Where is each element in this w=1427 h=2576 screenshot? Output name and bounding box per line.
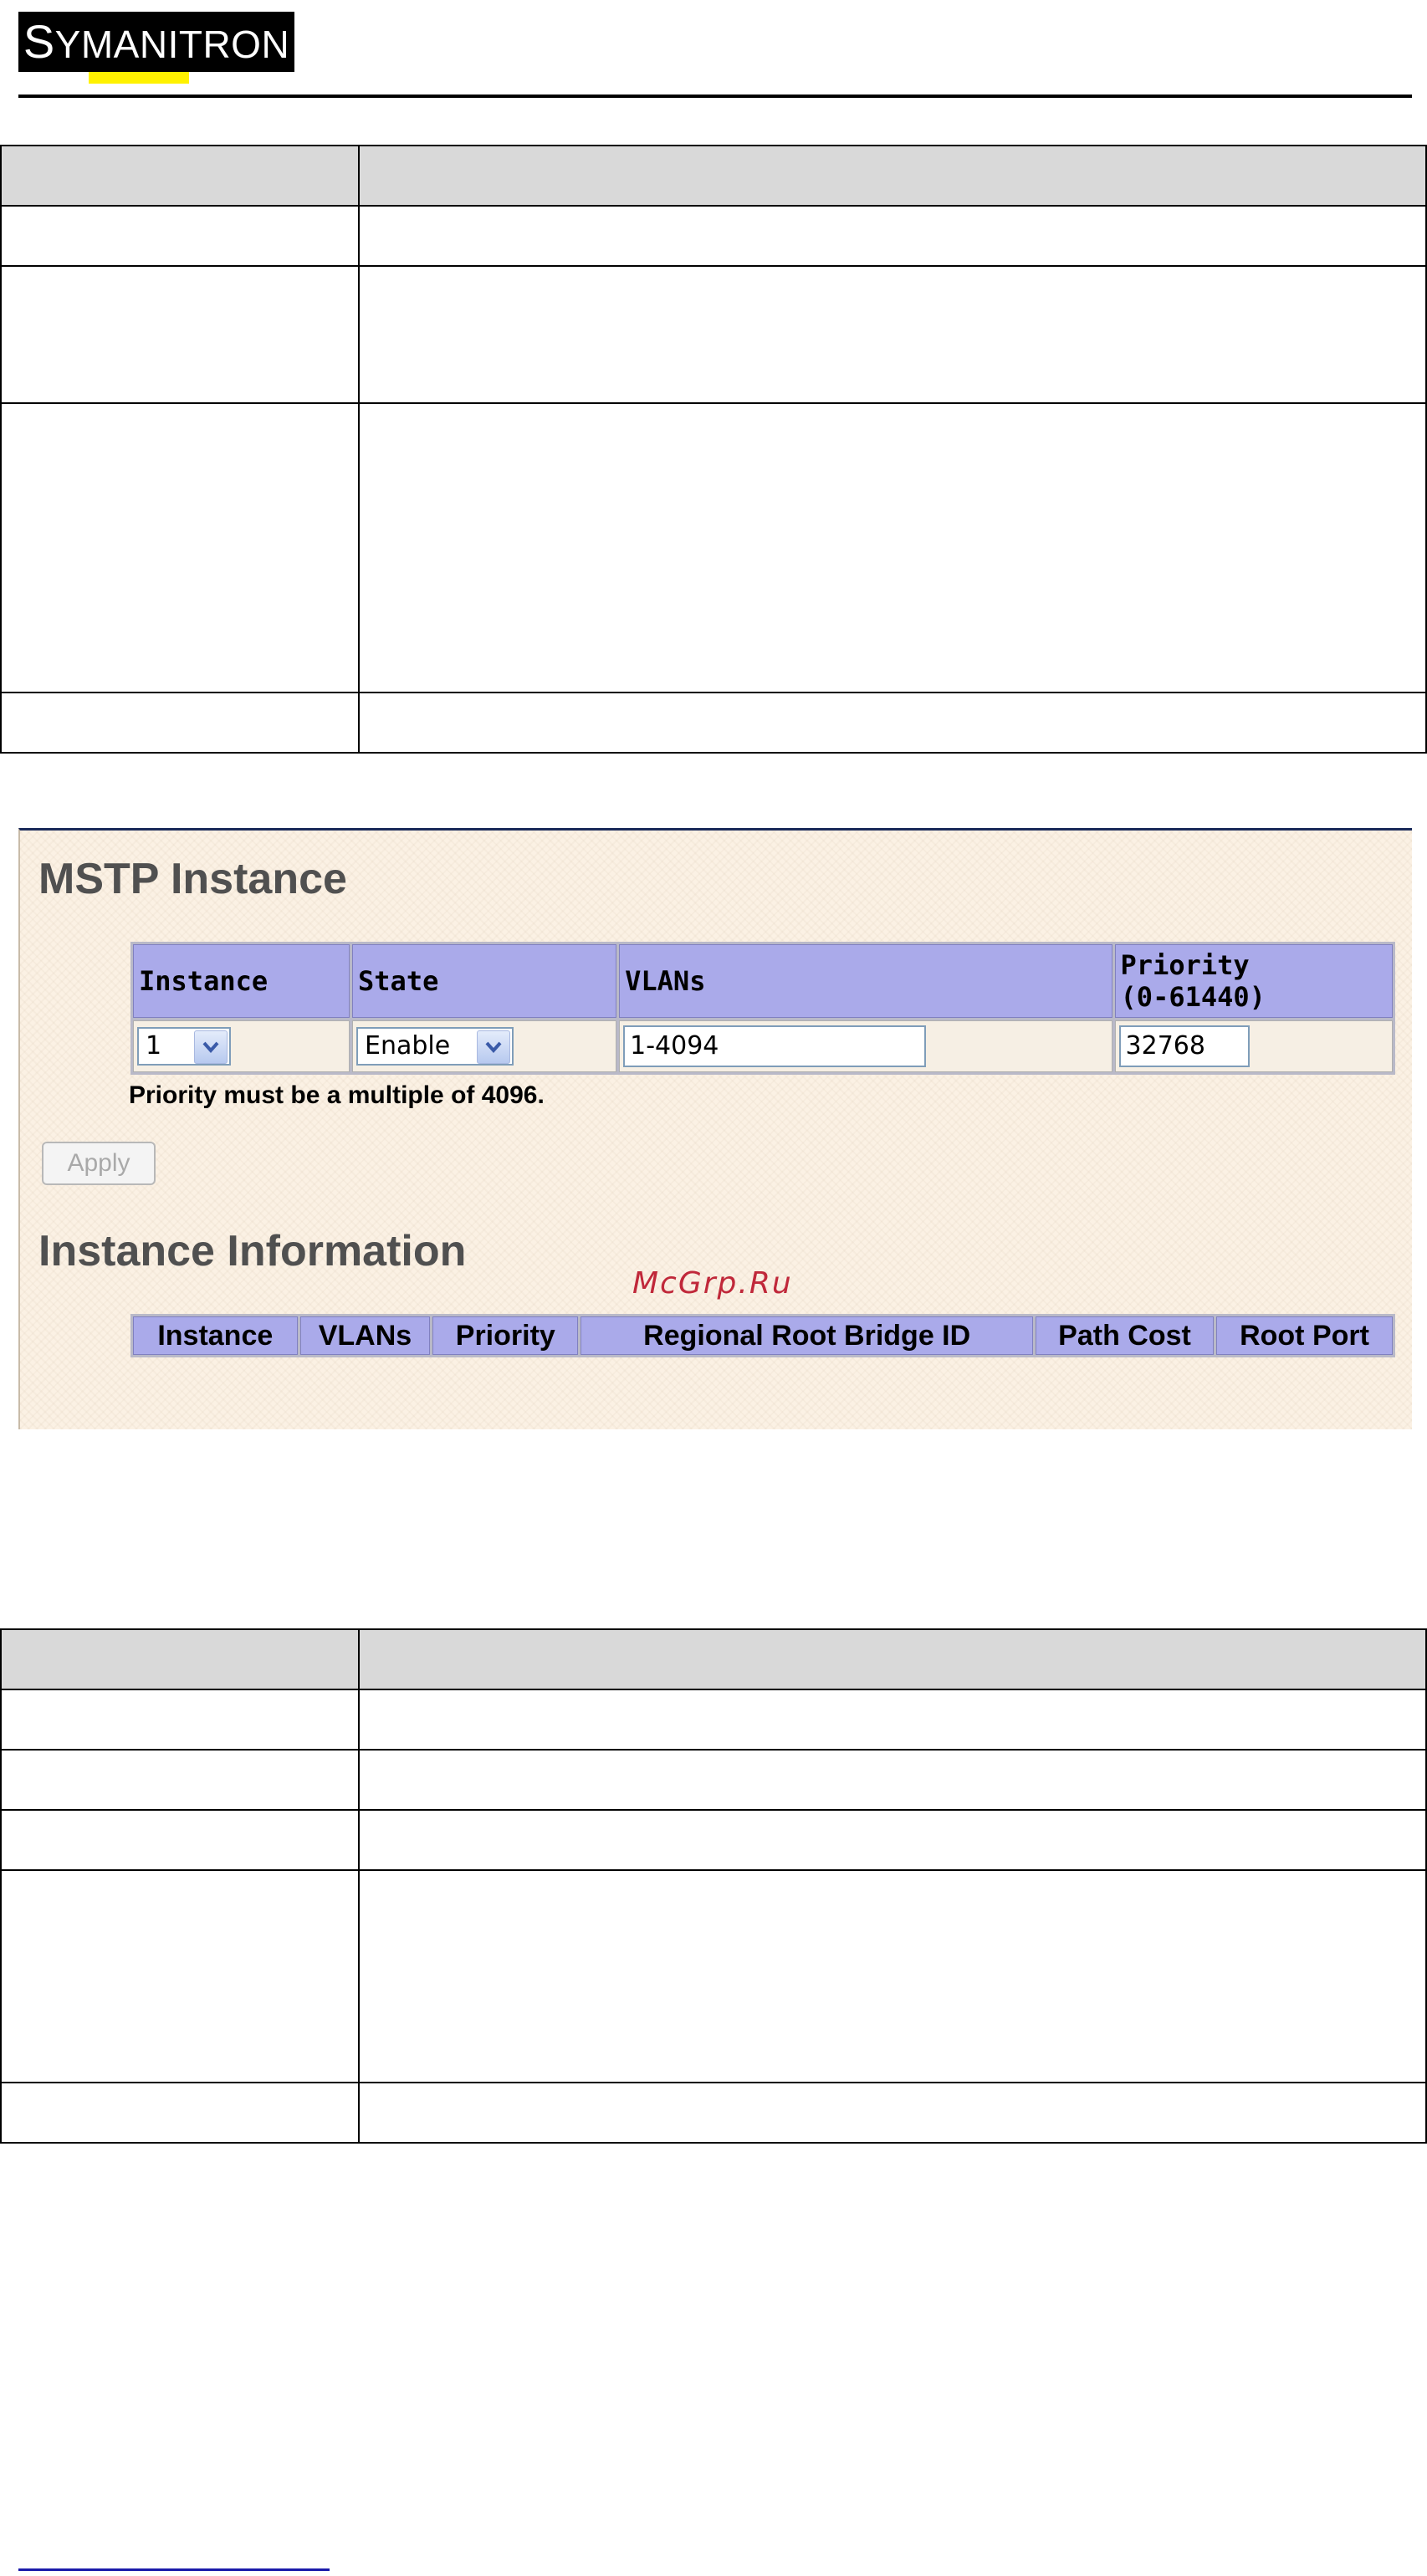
- column-header-vlans: VLANs: [300, 1316, 431, 1355]
- table-cell: [359, 1810, 1426, 1870]
- table-cell: [359, 1750, 1426, 1810]
- apply-button[interactable]: Apply: [42, 1142, 156, 1185]
- description-table-1: [0, 145, 1427, 754]
- logo-initial: S: [23, 15, 55, 68]
- table-cell: [1, 1689, 359, 1750]
- priority-cell: [1115, 1020, 1393, 1072]
- table-row: [1, 1810, 1426, 1870]
- chevron-down-icon[interactable]: [194, 1030, 228, 1064]
- column-header-path-cost: Path Cost: [1036, 1316, 1214, 1355]
- footer-link-underline: [18, 2568, 330, 2571]
- table-header-row: [1, 1629, 1426, 1689]
- table-cell: [359, 403, 1426, 693]
- state-cell: [352, 1020, 616, 1072]
- table-cell: [1, 693, 359, 753]
- table-cell: [1, 2083, 359, 2143]
- table-row: [1, 206, 1426, 266]
- logo-text: [18, 12, 294, 72]
- header-divider: [18, 95, 1412, 98]
- brand-logo: [18, 12, 294, 84]
- column-header-priority: Priority (0-61440): [1115, 944, 1393, 1018]
- priority-input[interactable]: 32768: [1119, 1025, 1250, 1067]
- vlans-cell: [619, 1020, 1112, 1072]
- table-cell: [1, 403, 359, 693]
- table-row: [1, 1689, 1426, 1750]
- mstp-web-panel: [18, 828, 1412, 1429]
- priority-note: Priority must be a multiple of 4096.: [129, 1081, 545, 1109]
- column-header-priority: Priority: [432, 1316, 578, 1355]
- table-header-row: [133, 944, 1393, 1018]
- table-cell: [359, 1629, 1426, 1689]
- table-row: [1, 693, 1426, 753]
- instance-cell: [133, 1020, 350, 1072]
- table-cell: [1, 1750, 359, 1810]
- table-cell: [359, 1870, 1426, 2083]
- state-select-value: Enable: [365, 1031, 451, 1061]
- table-row: [1, 2083, 1426, 2143]
- column-header-regional-root-bridge-id: Regional Root Bridge ID: [581, 1316, 1033, 1355]
- table-row: [133, 1020, 1393, 1072]
- mstp-instance-title: MSTP Instance: [38, 855, 347, 903]
- watermark-text: McGrp.Ru: [632, 1266, 793, 1301]
- column-header-vlans: VLANs: [619, 944, 1112, 1018]
- table-cell: [359, 206, 1426, 266]
- mstp-instance-table: [130, 942, 1395, 1075]
- state-select[interactable]: [356, 1027, 514, 1066]
- table-row: [1, 266, 1426, 403]
- table-cell: [1, 1810, 359, 1870]
- table-cell: [1, 206, 359, 266]
- instance-select-value: 1: [146, 1031, 162, 1061]
- table-row: [1, 1750, 1426, 1810]
- column-header-instance: Instance: [133, 1316, 298, 1355]
- logo-rest: YMANITRON: [54, 23, 290, 66]
- instance-information-table: [130, 1314, 1395, 1357]
- table-cell: [359, 2083, 1426, 2143]
- table-cell: [359, 1689, 1426, 1750]
- vlans-input[interactable]: 1-4094: [623, 1025, 926, 1067]
- table-cell: [359, 693, 1426, 753]
- column-header-instance: Instance: [133, 944, 350, 1018]
- table-row: [1, 1870, 1426, 2083]
- chevron-down-icon[interactable]: [477, 1030, 510, 1064]
- table-cell: [1, 146, 359, 206]
- instance-information-title: Instance Information: [38, 1227, 467, 1275]
- table-cell: [1, 1629, 359, 1689]
- table-header-row: [133, 1316, 1393, 1355]
- table-cell: [1, 1870, 359, 2083]
- table-cell: [359, 266, 1426, 403]
- table-row: [1, 403, 1426, 693]
- table-header-row: [1, 146, 1426, 206]
- table-cell: [1, 266, 359, 403]
- table-cell: [359, 146, 1426, 206]
- column-header-root-port: Root Port: [1216, 1316, 1393, 1355]
- column-header-state: State: [352, 944, 616, 1018]
- instance-select[interactable]: [137, 1027, 231, 1066]
- description-table-2: [0, 1628, 1427, 2144]
